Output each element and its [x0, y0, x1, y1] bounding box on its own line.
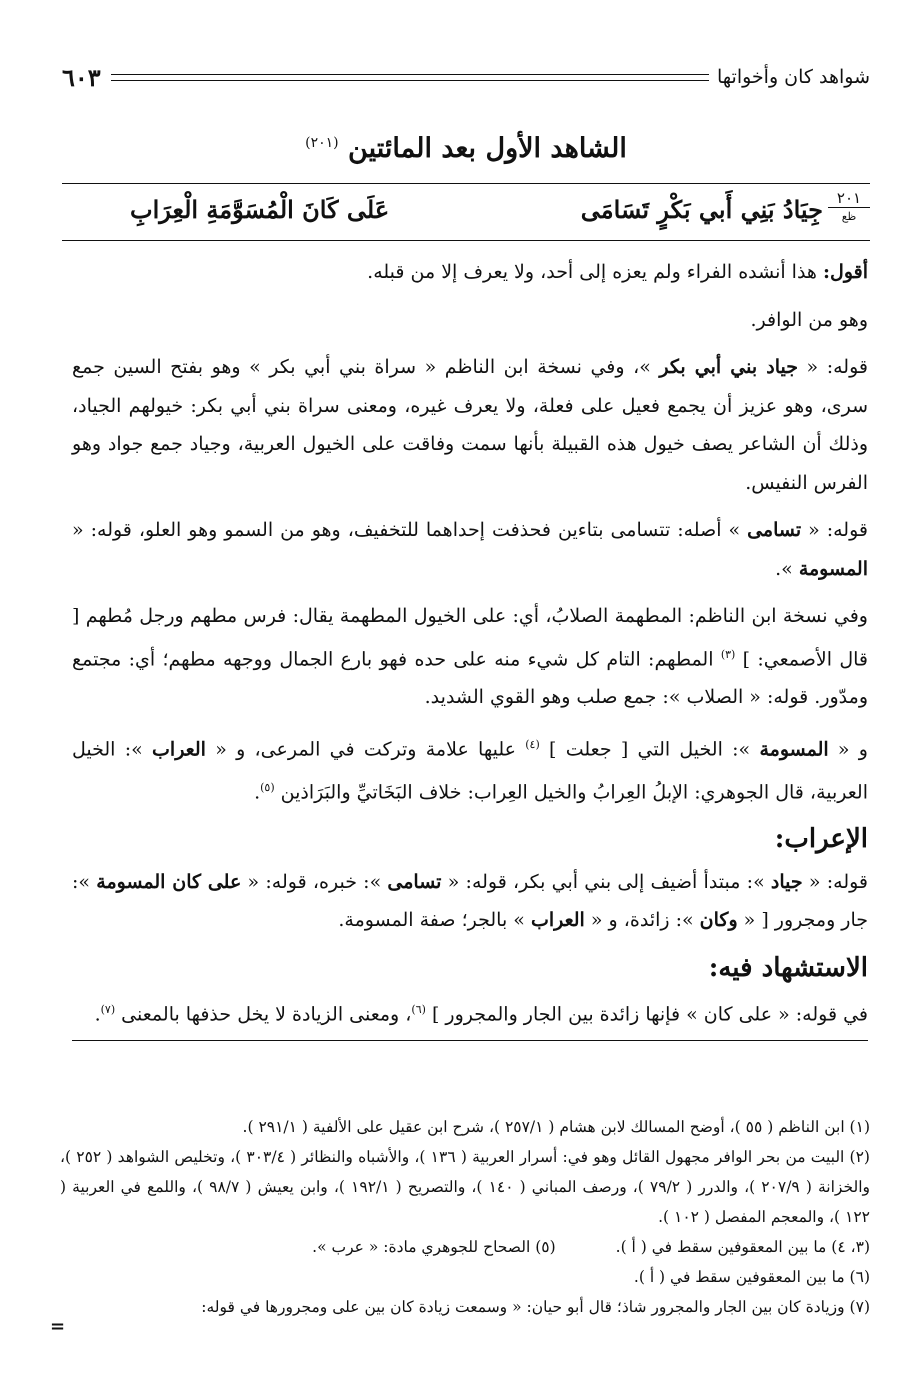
footnote-5: (٥) الصحاح للجوهري مادة: « عرب ». — [312, 1238, 556, 1256]
p7-k: » بالجر؛ صفة المسومة. — [338, 909, 531, 932]
paragraph-3 — [72, 348, 868, 502]
p8-footnote-ref-2: (٧) — [100, 1003, 116, 1017]
paragraph-1-text: هذا أنشده الفراء ولم يعزه إلى أحد، ولا يعرف إلا من قبله. — [367, 261, 823, 283]
verse-meter-mark: ظع — [841, 210, 857, 223]
p7-j: العراب — [530, 909, 585, 932]
footnote-6: (٦) ما بين المعقوفين سقط في ( أ ). — [633, 1268, 870, 1286]
p3-a: قوله: « — [798, 356, 868, 378]
running-header — [62, 60, 870, 94]
p6-footnote-ref-2: (٥) — [260, 780, 275, 794]
p6-d: عليها علامة وتركت في المرعى، و « — [205, 738, 526, 761]
verse-number-box — [828, 190, 870, 225]
paragraph-1-label: أقول: — [823, 261, 868, 283]
page-number: ٦٠٣ — [62, 62, 101, 92]
p7-f: على كان المسومة — [96, 870, 242, 893]
footnote-2: (٢) البيت من بحر الوافر مجهول القائل وهو في: أسرار العربية ( ١٣٦ )، والأشباه والنظائر ( ٣٠٣/٤ )، وتخليص الشواهد ( ٢٥٢ )، والخزانة ( ٢٠٧/٩ )، والدرر ( ٧٩/٢ )، ورصف المباني ( ١٤٠ )، والتصريح ( ١٩٢/١ )، وابن يعيش ( ٩٨/٧ )، واللمع في العربية ( ١٢٢ )، والمعجم المفصل ( ١٠٢ ). — [60, 1148, 871, 1226]
p6-e: العراب — [152, 738, 206, 761]
p4-c: » أصله: تتسامى بتاءين فحذفت إحداهما للتخفيف، وهو من السمو وهو العلو، قوله: « — [72, 519, 748, 541]
footnote-row-3-5 — [60, 1232, 870, 1262]
p6-a: و « — [828, 738, 868, 761]
main-text — [72, 253, 868, 1050]
p8-b: ، ومعنى الزيادة لا يخل حذفها بالمعنى — [115, 1003, 412, 1026]
paragraph-8 — [72, 991, 868, 1041]
paragraph-4 — [72, 511, 868, 588]
paragraph-7 — [72, 863, 868, 940]
paragraph-5 — [72, 597, 868, 717]
p3-c: »، وفي نسخة ابن الناظم « سراة بني أبي بكر » وهو بفتح السين جمع سرى، وهو عزيز أن يجمع فعيل على فعلة، ولا يعرف غيره، ومعنى سراة بني أبي بكر: خيولهم الجياد، وذلك أن الشاعر يصف خيول هذه القبيلة بأنها سمت وفاقت على الخيول العربية، وجياد جمع جواد وهو الفرس النفيس. — [72, 356, 868, 494]
p6-footnote-ref: (٤) — [525, 737, 540, 751]
p7-c: »: مبتدأ أضيف إلى بني أبي بكر، قوله: « — [441, 870, 771, 893]
p7-i: »: زائدة، و « — [584, 909, 700, 932]
footnote-1: (١) ابن الناظم ( ٥٥ )، أوضح المسالك لابن هشام ( ٢٥٧/١ )، شرح ابن عقيل على الألفية ( ٢٩١/١ ). — [242, 1118, 870, 1136]
p7-h: وكان — [699, 909, 738, 932]
section-heading — [62, 133, 870, 164]
heading-note-ref: (٢٠١) — [305, 135, 339, 151]
p6-f: »: الخيل العربية، قال الجوهري: الإبلُ العِرابُ والخيل العِراب: خلاف البَخَاتيِّ والبَرَاذين — [72, 738, 868, 803]
verse-second-hemistich: عَلَى كَانَ الْمُسَوَّمَةِ الْعِرَابِ — [130, 195, 390, 224]
p4-a: قوله: « — [801, 519, 868, 541]
paragraph-1 — [72, 253, 868, 292]
subheading-irab: الإعراب: — [774, 824, 868, 855]
p3-b: جياد بني أبي بكر — [659, 356, 799, 378]
p4-b: تسامى — [747, 519, 802, 541]
p5-b: المطهم: التام كل شيء منه على حده فهو بارع الجمال ووجهه مطهم؛ أي: مجتمع ومدّور. قوله: « الصلاب »: جمع صلب وهو القوي الشديد. — [72, 647, 868, 709]
header-rule — [111, 74, 709, 81]
p8-footnote-ref: (٦) — [411, 1003, 426, 1017]
p8-c: . — [94, 1003, 101, 1026]
heading-title: الشاهد الأول بعد المائتين — [348, 133, 627, 164]
p6-g: . — [254, 780, 261, 803]
footnote-3-4: (٣، ٤) ما بين المعقوفين سقط في ( أ ). — [615, 1238, 870, 1256]
continuation-mark: = — [50, 1316, 66, 1337]
p5-a: وفي نسخة ابن الناظم: المطهمة الصلابُ، أي: على الخيول المطهمة يقال: فرس مطهم ورجل مُطهم [ قال الأصمعي: ] — [72, 605, 869, 670]
p6-b: المسومة — [759, 738, 829, 761]
verse-rule-top — [62, 183, 870, 184]
p7-b: جياد — [770, 870, 803, 893]
p5-footnote-ref: (٣) — [720, 647, 736, 661]
subheading-istishhad: الاستشهاد فيه: — [708, 952, 868, 983]
p7-g: »: جار ومجرور [ « — [72, 870, 868, 932]
paragraph-2: وهو من الوافر. — [750, 308, 868, 331]
verse-number: ٢٠١ — [828, 190, 870, 208]
p6-c: »: الخيل التي [ جعلت ] — [539, 738, 760, 761]
footnote-7: (٧) وزيادة كان بين الجار والمجرور شاذ؛ قال أبو حيان: « وسمعت زيادة كان بين على ومجرورها في قوله: — [201, 1298, 870, 1316]
footnotes — [60, 1112, 870, 1322]
paragraph-6 — [72, 726, 868, 812]
verse-first-hemistich: جِيَادُ بَنِي أَبي بَكْرٍ تَسَامَى — [580, 195, 823, 224]
p8-a: في قوله: « على كان » فإنها زائدة بين الجار والمجرور ] — [425, 1003, 868, 1026]
running-title: شواهد كان وأخواتها — [716, 66, 870, 88]
p7-e: »: خبره، قوله: « — [241, 870, 388, 893]
p7-a: قوله: « — [802, 870, 869, 893]
p4-d: المسومة — [798, 557, 868, 580]
p4-e: ». — [775, 557, 799, 580]
p7-d: تسامى — [387, 870, 442, 893]
verse-rule-bottom — [62, 240, 870, 241]
